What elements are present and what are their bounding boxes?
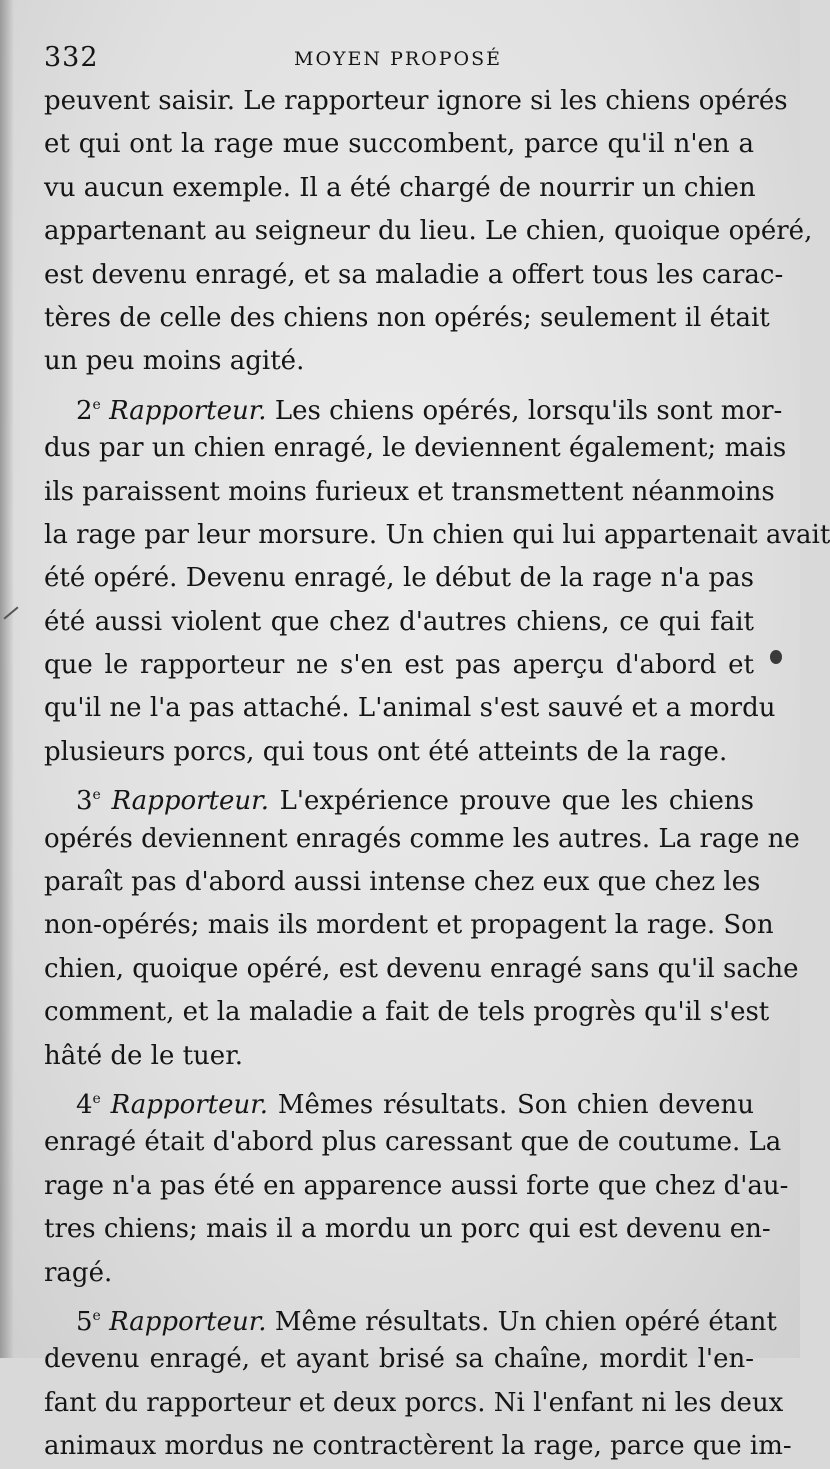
page-number: 332: [44, 42, 99, 73]
rapporteur-label: Rapporteur.: [109, 1306, 267, 1337]
paragraph-rapporteur-4: [44, 1078, 789, 1295]
running-head: MOYEN PROPOSÉ: [293, 48, 503, 70]
text-line: hâté de le tuer.: [44, 1040, 244, 1071]
paragraph-rapporteur-2: [44, 384, 830, 775]
text-line: été opéré. Devenu enragé, le début de la rage n'a pas: [44, 563, 754, 594]
text-line: fant du rapporteur et deux porcs. Ni l'enfant ni les deux: [44, 1387, 784, 1418]
text-line: et qui ont la rage mue succombent, parce qu'il n'en a: [44, 129, 754, 160]
text-line: dus par un chien enragé, le deviennent également; mais: [44, 433, 787, 464]
rapporteur-label: Rapporteur.: [111, 786, 269, 817]
text-line: rage n'a pas été en apparence aussi forte que chez d'au-: [44, 1170, 789, 1201]
text-line-first: 5e Rapporteur. Même résultats. Un chien opéré étant: [76, 1306, 777, 1337]
text-line: un peu moins agité.: [44, 346, 305, 377]
text-line: qu'il ne l'a pas attaché. L'animal s'est sauvé et a mordu: [44, 693, 776, 724]
text-line: chien, quoique opéré, est devenu enragé sans qu'il sache: [44, 953, 799, 984]
text-line: est devenu enragé, et sa maladie a offert tous les carac-: [44, 259, 784, 290]
text-line: tres chiens; mais il a mordu un porc qui est devenu en-: [44, 1214, 771, 1245]
page-header: [44, 42, 752, 72]
paragraph-rapporteur-5: [44, 1295, 792, 1469]
text-line: été aussi violent que chez d'autres chiens, ce qui fait: [44, 606, 754, 637]
ordinal: 3e: [76, 786, 101, 817]
text-line: plusieurs porcs, qui tous ont été atteints de la rage.: [44, 736, 728, 767]
body-text: [44, 80, 830, 1469]
rapporteur-label: Rapporteur.: [109, 395, 267, 426]
text-line: comment, et la maladie a fait de tels progrès qu'il s'est: [44, 997, 770, 1028]
ink-speck: [770, 650, 782, 664]
text-line: opérés deviennent enragés comme les autres. La rage ne: [44, 823, 800, 854]
text-line: peuvent saisir. Le rapporteur ignore si les chiens opérés: [44, 86, 788, 116]
ordinal: 5e: [76, 1306, 101, 1337]
ordinal: 2e: [76, 395, 101, 426]
text-line: non-opérés; mais ils mordent et propagent la rage. Son: [44, 910, 774, 941]
text-line: appartenant au seigneur du lieu. Le chien, quoique opéré,: [44, 216, 813, 247]
text-line: la rage par leur morsure. Un chien qui lui appartenait avait: [44, 519, 830, 550]
text-line-first: 4e Rapporteur. Mêmes résultats. Son chien devenu: [76, 1089, 755, 1120]
paragraph-continuation: [44, 80, 813, 384]
ordinal: 4e: [76, 1089, 101, 1120]
text-line: enragé était d'abord plus caressant que de coutume. La: [44, 1127, 782, 1158]
text-line: tères de celle des chiens non opérés; seulement il était: [44, 302, 770, 333]
rapporteur-label: Rapporteur.: [110, 1089, 269, 1120]
page-spine-shadow: [0, 0, 14, 1358]
text-line: ils paraissent moins furieux et transmettent néanmoins: [44, 476, 775, 507]
text-line: animaux mordus ne contractèrent la rage, parce que im-: [44, 1431, 792, 1462]
text-line-first: 2e Rapporteur. Les chiens opérés, lorsqu'ils sont mor-: [76, 395, 783, 426]
text-line: que le rapporteur ne s'en est pas aperçu d'abord et: [44, 650, 754, 681]
text-line-first: 3e Rapporteur. L'expérience prouve que les chiens: [76, 786, 755, 817]
text-line: vu aucun exemple. Il a été chargé de nourrir un chien: [44, 172, 756, 203]
text-line: ragé.: [44, 1257, 113, 1288]
paragraph-rapporteur-3: [44, 774, 800, 1078]
text-line: paraît pas d'abord aussi intense chez eux que chez les: [44, 867, 761, 898]
text-line: devenu enragé, et ayant brisé sa chaîne, mordit l'en-: [44, 1344, 754, 1375]
